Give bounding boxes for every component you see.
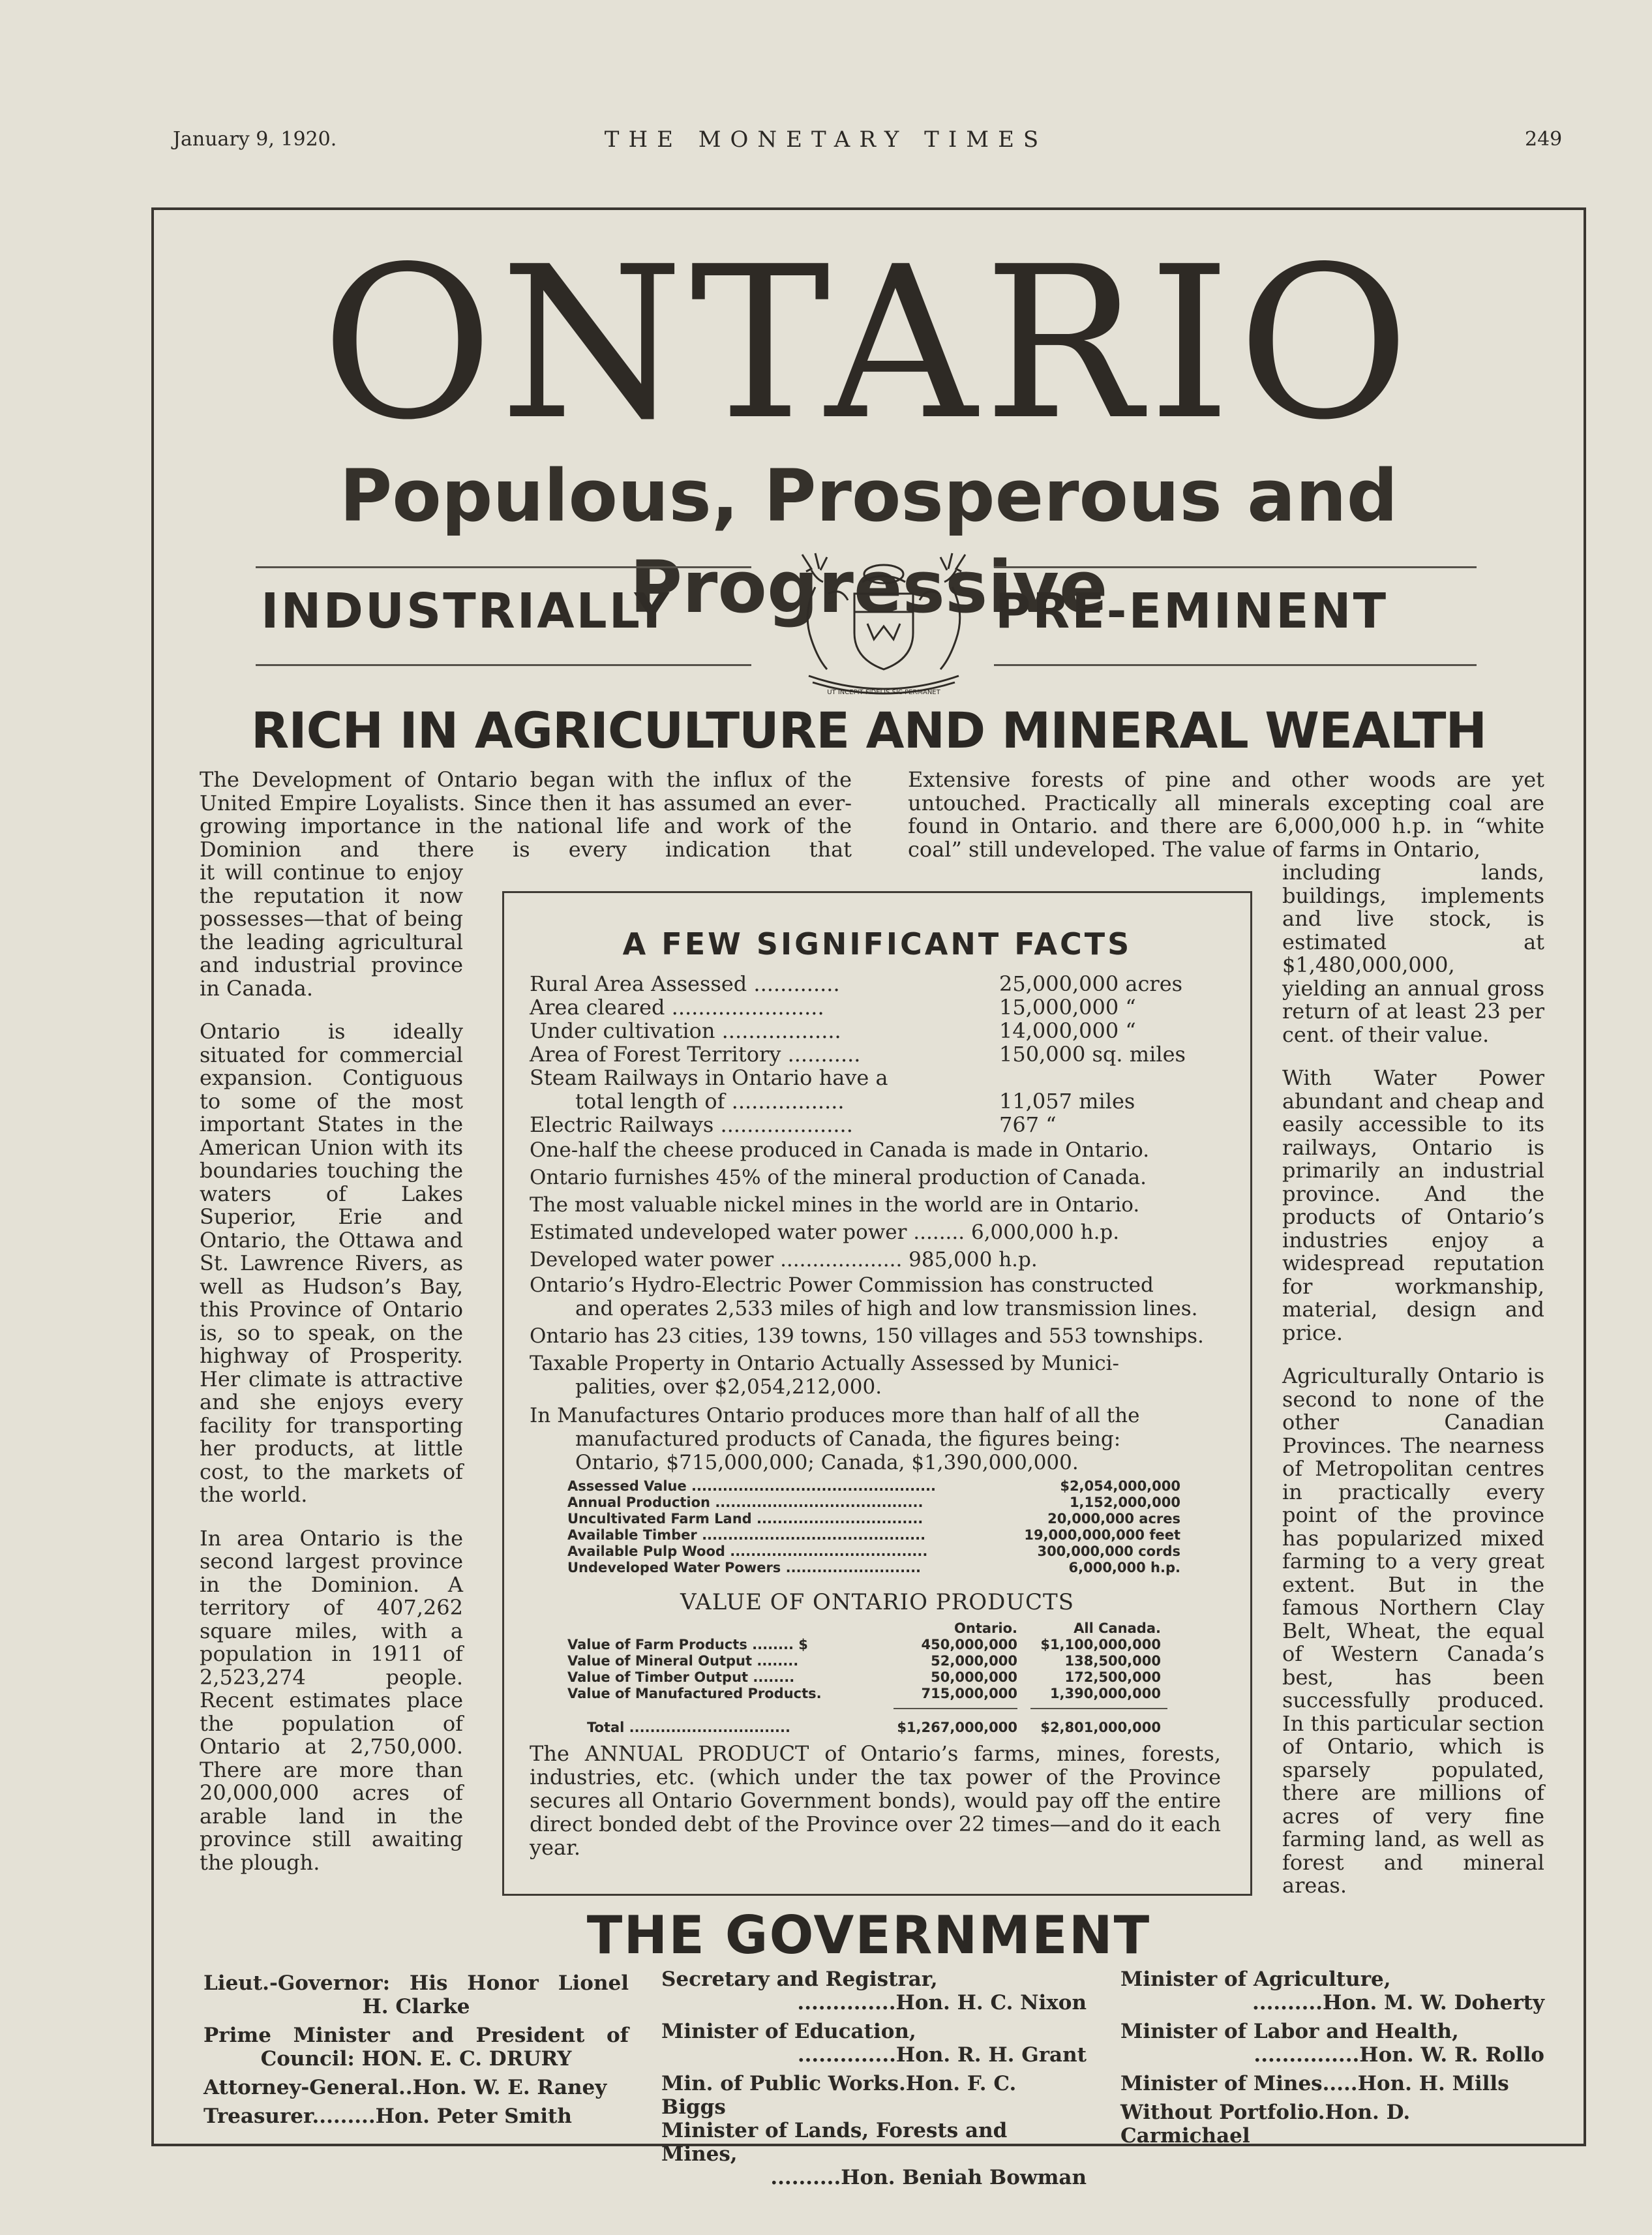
right-paragraph: With Water Power abundant and cheap and easily accessible to its railways, Ontario is primarily an industrial province. And the products of Ontario’s industries enjoy a widespread reputation for workmanship, material, design and price. [1282, 1065, 1544, 1345]
products-canada: 138,500,000 [1064, 1653, 1161, 1669]
summary-value: 300,000,000 cords [1037, 1543, 1180, 1559]
fact-value: 15,000,000 “ [999, 995, 1136, 1020]
subheadline: Populous, Prosperous and Progressive [339, 454, 1398, 629]
minister-public-works: Min. of Public Works.Hon. F. C. Biggs [661, 2072, 1017, 2119]
fact-value: 767 “ [999, 1112, 1057, 1137]
products-total-ontario: $1,267,000,000 [897, 1720, 1017, 1735]
left-paragraph: it will continue to enjoy the reputation it now possesses—that of being the leading agricultural and industrial province in Canada. [200, 860, 463, 1001]
fact-value: 150,000 sq. miles [999, 1042, 1186, 1067]
fact-label: Under cultivation .................. [530, 1018, 841, 1043]
badge-pre-eminent: PRE-EMINENT [995, 583, 1389, 639]
products-total-canada: $2,801,000,000 [1040, 1720, 1161, 1735]
prime-minister: Prime Minister and President of Council: HON. E. C. DRURY [203, 2024, 629, 2071]
ontario-coat-of-arms-icon [789, 548, 978, 698]
annual-product-text: The ANNUAL PRODUCT of Ontario’s farms, mines, forests, industries, etc. (which under the tax power of the Province secures all Ontario Government bonds), would pay off the entire direct bonded debt of the Province over 22 times—and do it each year. [530, 1741, 1221, 1860]
minister-mines: Minister of Mines.....Hon. H. Mills [1120, 2072, 1509, 2095]
products-row [567, 1637, 1194, 1653]
facts-title: A FEW SIGNIFICANT FACTS [622, 926, 1132, 962]
products-title: VALUE OF ONTARIO PRODUCTS [680, 1589, 1075, 1615]
fact-statement: One-half the cheese produced in Canada is made in Ontario. [530, 1138, 1150, 1162]
fact-label: Steam Railways in Ontario have a [530, 1065, 888, 1090]
left-paragraph: Ontario is ideally situated for commercial expansion. Contiguous to some of the most important States in the American Union with its boundaries touching the waters of Lakes Superior, Erie and Ontario, the Ottawa and St. Lawrence Rivers, as well as Hudson’s Bay, this Province of Ontario is, so to speak, on the highway of Prosperity. Her climate is attractive and she enjoys every facility for transporting her products, at little cost, to the markets of the world. [200, 1019, 463, 1507]
summary-label: Uncultivated Farm Land ................................ [567, 1511, 924, 1527]
minister-agriculture: Minister of Agriculture, ..........Hon. M. W. Doherty [1120, 1968, 1544, 2015]
products-label: Value of Manufactured Products. [567, 1686, 822, 1701]
government-column-1 [203, 1971, 629, 2133]
intro-left: The Development of Ontario began with the influx of the United Empire Loyalists. Since then it has assumed an ever-growing importance in the national life and work of the Dominion and there is every indication that [200, 767, 852, 862]
publication-title: THE MONETARY TIMES [604, 127, 1048, 153]
products-canada: $1,100,000,000 [1040, 1637, 1161, 1652]
issue-date: January 9, 1920. [173, 128, 337, 151]
fact-text: Ontario’s Hydro-Electric Power Commission has constructed [530, 1273, 1154, 1297]
fact-text: Ontario, $715,000,000; Canada, $1,390,000,000. [575, 1451, 1079, 1474]
summary-row [567, 1478, 1180, 1495]
products-row [567, 1686, 1194, 1702]
headline: ONTARIO [321, 221, 1417, 466]
section-title: RICH IN AGRICULTURE AND MINERAL WEALTH [250, 701, 1487, 759]
divider [256, 664, 751, 666]
fact-statement: Developed water power ................... 985,000 h.p. [530, 1248, 1038, 1271]
secretary-registrar: Secretary and Registrar, ..............Hon. H. C. Nixon [661, 1968, 1087, 2015]
fact-value: 14,000,000 “ [999, 1018, 1136, 1043]
products-canada: 1,390,000,000 [1049, 1686, 1161, 1701]
fact-statement: Ontario furnishes 45% of the mineral production of Canada. [530, 1166, 1147, 1189]
badge-industrially: INDUSTRIALLY [261, 583, 671, 639]
products-label: Value of Farm Products ........ $ [567, 1637, 808, 1652]
fact-label: Area cleared ....................... [530, 995, 824, 1020]
intro-right-text [908, 768, 1544, 861]
summary-value: $2,054,000,000 [1060, 1478, 1180, 1494]
fact-text: Taxable Property in Ontario Actually Assessed by Munici- [530, 1352, 1119, 1375]
left-column [200, 861, 463, 1894]
products-col-ontario: Ontario. [954, 1620, 1017, 1636]
minister-without-portfolio: Without Portfolio.Hon. D. Carmichael [1120, 2101, 1411, 2148]
summary-row [567, 1495, 1180, 1511]
government-column-2 [661, 1968, 1087, 2195]
summary-value: 6,000,000 h.p. [1068, 1560, 1180, 1575]
left-paragraph: In area Ontario is the second largest province in the Dominion. A territory of 407,262 square miles, with a population in 1911 of 2,523,274 people. Recent estimates place the population of Ontario at 2,750,000. There are more than 20,000,000 acres of arable land in the province still awaiting the plough. [200, 1525, 463, 1875]
summary-row [567, 1511, 1180, 1527]
products-row [567, 1669, 1194, 1686]
fact-statement [530, 1273, 1224, 1320]
products-ontario: 52,000,000 [931, 1653, 1017, 1669]
products-ontario: 50,000,000 [931, 1669, 1017, 1685]
total-rule [1030, 1708, 1167, 1709]
fact-label: Area of Forest Territory ........... [530, 1042, 861, 1067]
fact-text: In Manufactures Ontario produces more than half of all the [530, 1404, 1140, 1427]
fact-value: 25,000,000 acres [999, 971, 1183, 996]
summary-row [567, 1527, 1180, 1543]
summary-label: Annual Production ........................................ [567, 1495, 924, 1510]
intro-right: Extensive forests of pine and other woods are yet untouched. Practically all minerals excepting coal are found in Ontario. and there are 6,000,000 h.p. in “white coal” still undeveloped. The value of farms in Ontario, [908, 767, 1544, 862]
divider [994, 566, 1477, 568]
summary-label: Available Timber ........................................... [567, 1527, 926, 1543]
fact-label: Electric Railways .................... [530, 1112, 853, 1137]
products-label: Value of Timber Output ........ [567, 1669, 795, 1685]
products-label: Value of Mineral Output ........ [567, 1653, 799, 1669]
fact-statement: Estimated undeveloped water power ........ 6,000,000 h.p. [530, 1221, 1120, 1244]
divider [256, 566, 751, 568]
summary-value: 19,000,000,000 feet [1024, 1527, 1180, 1543]
summary-label: Assessed Value ............................................... [567, 1478, 937, 1494]
fact-label: Rural Area Assessed ............. [530, 971, 840, 996]
summary-row [567, 1543, 1180, 1560]
total-rule [894, 1708, 1017, 1709]
products-total-label: Total ............................... [587, 1720, 790, 1735]
fact-statement: The most valuable nickel mines in the world are in Ontario. [530, 1193, 1140, 1217]
summary-row [567, 1560, 1180, 1576]
divider [994, 664, 1477, 666]
fact-label: total length of ................. [575, 1089, 845, 1114]
right-column [1282, 861, 1544, 1918]
page-number: 249 [1525, 128, 1563, 151]
products-total-row [567, 1720, 1194, 1736]
products-ontario: 450,000,000 [921, 1637, 1017, 1652]
summary-value: 1,152,000,000 [1069, 1495, 1180, 1510]
fact-statement: Ontario has 23 cities, 139 towns, 150 villages and 553 townships. [530, 1324, 1204, 1348]
minister-education: Minister of Education, ..............Hon. R. H. Grant [661, 2020, 1087, 2067]
lieutenant-governor: Lieut.-Governor: His Honor Lionel H. Clarke [203, 1971, 629, 2018]
summary-value: 20,000,000 acres [1047, 1511, 1180, 1527]
government-column-3 [1120, 1968, 1544, 2153]
summary-label: Undeveloped Water Powers .......................... [567, 1560, 922, 1575]
products-row [567, 1653, 1194, 1669]
right-paragraph: including lands, buildings, implements and live stock, is estimated at $1,480,000,000, yielding an annual gross return of at least 23 per cent. of their value. [1282, 860, 1544, 1047]
fact-text: and operates 2,533 miles of high and low transmission lines. [575, 1297, 1198, 1320]
fact-statement [530, 1352, 1224, 1399]
minister-labor-health: Minister of Labor and Health, ...............Hon. W. R. Rollo [1120, 2020, 1544, 2067]
products-col-canada: All Canada. [1074, 1620, 1161, 1636]
minister-lands-forests-mines: Minister of Lands, Forests and Mines, ..........Hon. Beniah Bowman [661, 2119, 1087, 2189]
attorney-general: Attorney-General..Hon. W. E. Raney [203, 2076, 607, 2099]
products-ontario: 715,000,000 [921, 1686, 1017, 1701]
fact-value: 11,057 miles [999, 1089, 1135, 1114]
svg-text:UT INCEPIT FIDELIS SIC PERMANE: UT INCEPIT FIDELIS SIC PERMANET [827, 689, 940, 696]
intro-left-text [200, 768, 852, 861]
government-title: THE GOVERNMENT [586, 1905, 1151, 1966]
fact-statement [530, 1404, 1224, 1474]
fact-text: manufactured products of Canada, the figures being: [575, 1427, 1121, 1451]
products-canada: 172,500,000 [1064, 1669, 1161, 1685]
right-paragraph: Agriculturally Ontario is second to none of the other Canadian Provinces. The nearness of Metropolitan centres in practically every point of the province has popularized mixed farming to a very great extent. But in the famous Northern Clay Belt, Wheat, the equal of Western Canada’s best, has been successfully produced. In this particular section of Ontario, which is sparsely populated, there are millions of acres of very fine farming land, as well as forest and mineral areas. [1282, 1363, 1544, 1898]
treasurer: Treasurer.........Hon. Peter Smith [203, 2105, 572, 2128]
fact-text: palities, over $2,054,212,000. [575, 1375, 882, 1399]
summary-label: Available Pulp Wood ...................................... [567, 1543, 928, 1559]
